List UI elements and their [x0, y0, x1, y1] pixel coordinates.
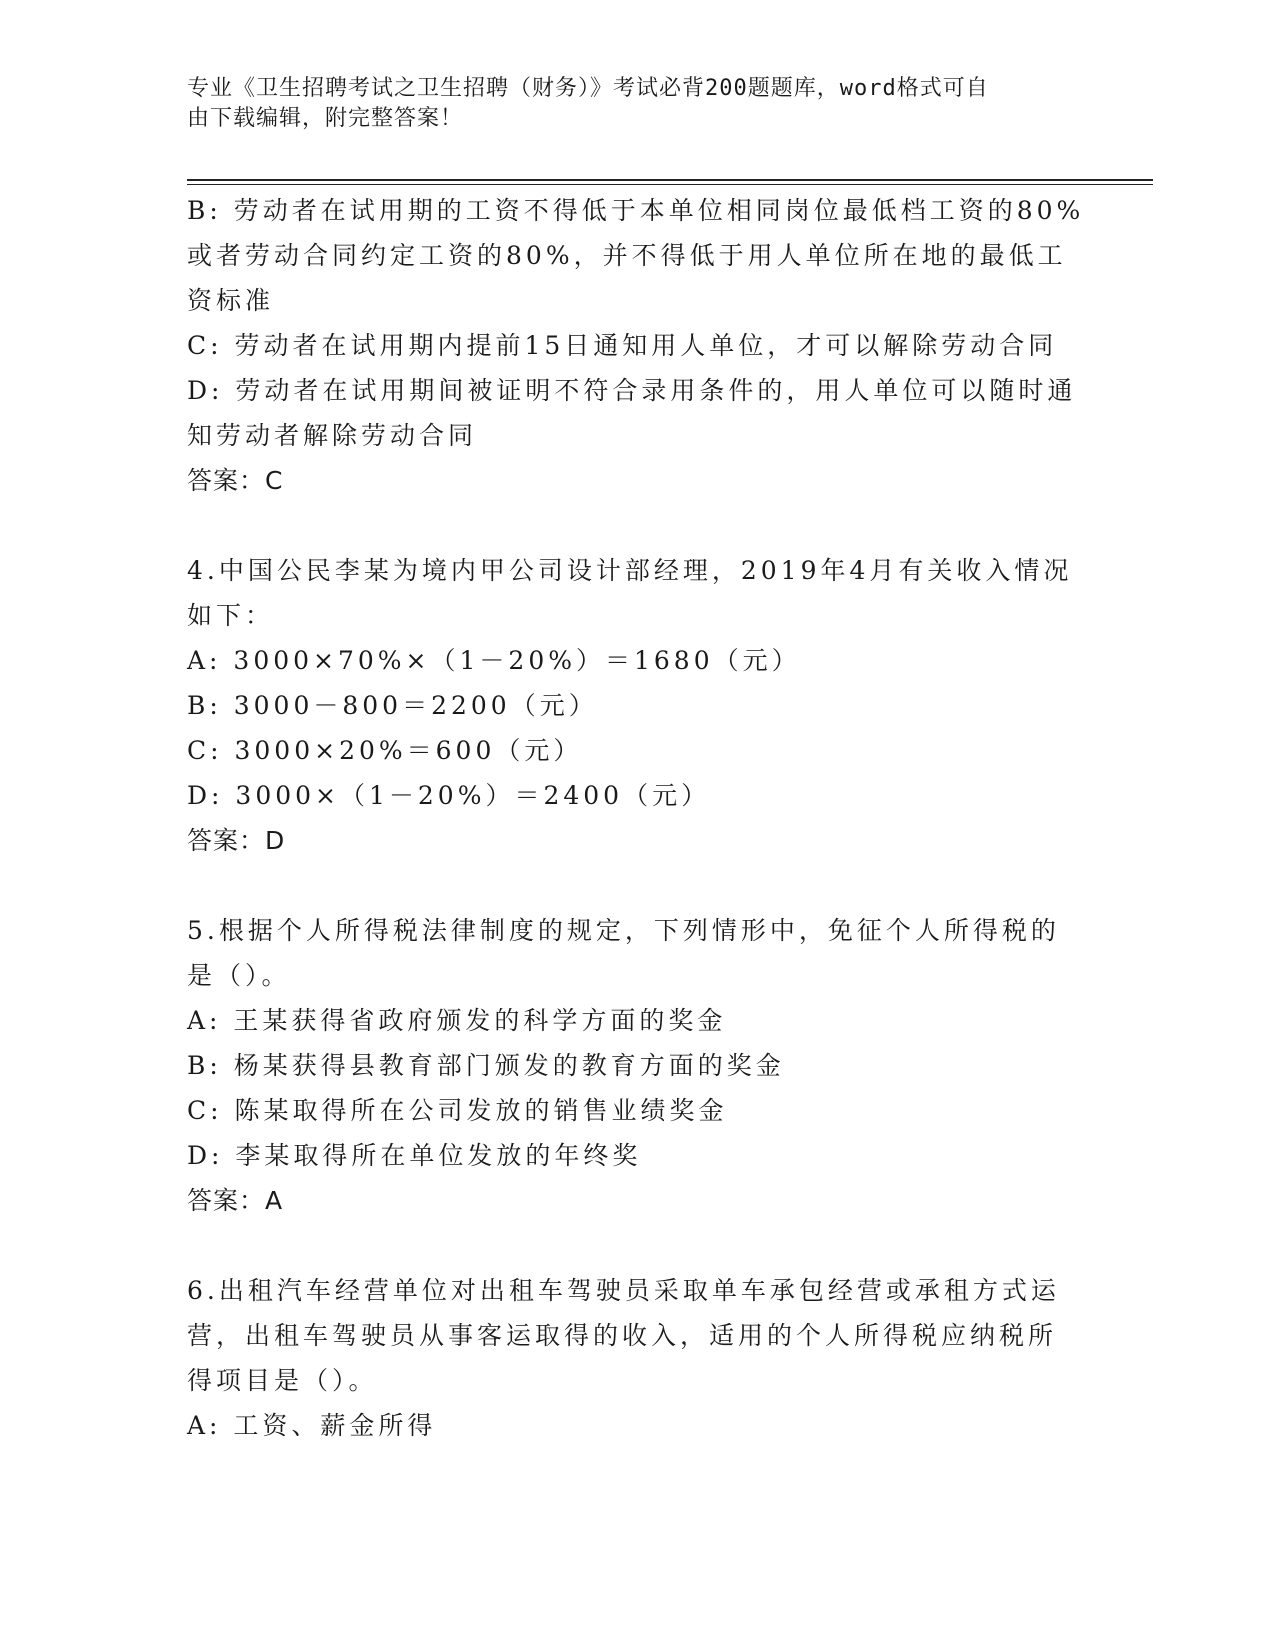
q4-stem-line-1: 4.中国公民李某为境内甲公司设计部经理，2019年4月有关收入情况 — [187, 556, 1073, 585]
q4-stem-line-2: 如下： — [187, 601, 275, 630]
q4-option-c: C: 3000×20%＝600（元） — [187, 736, 583, 765]
q5-stem-line-2: 是（）。 — [187, 961, 291, 990]
q6-stem-line-2: 营，出租车驾驶员从事客运取得的收入，适用的个人所得税应纳税所 — [187, 1321, 1058, 1350]
q3-option-d-line-2: 知劳动者解除劳动合同 — [187, 421, 478, 450]
question-3-continued — [187, 188, 1087, 503]
q3-option-b-line-1: B: 劳动者在试用期的工资不得低于本单位相同岗位最低档工资的80% — [187, 196, 1085, 225]
q5-option-b: B: 杨某获得县教育部门颁发的教育方面的奖金 — [187, 1051, 785, 1080]
q5-option-c: C: 陈某取得所在公司发放的销售业绩奖金 — [187, 1096, 728, 1125]
header-divider-thin — [187, 184, 1153, 185]
q3-answer: 答案：C — [187, 466, 284, 495]
q5-answer: 答案：A — [187, 1186, 284, 1215]
header-line-1: 专业《卫生招聘考试之卫生招聘（财务）》考试必背200题题库，word格式可自 — [187, 76, 989, 101]
q6-option-a: A: 工资、薪金所得 — [187, 1411, 437, 1440]
spacer — [187, 863, 1087, 908]
q4-answer: 答案：D — [187, 826, 286, 855]
q6-stem-line-1: 6.出租汽车经营单位对出租车驾驶员采取单车承包经营或承租方式运 — [187, 1276, 1060, 1305]
question-4 — [187, 548, 1087, 863]
spacer — [187, 1223, 1087, 1268]
q4-option-a: A: 3000×70%×（1－20%）＝1680（元） — [187, 646, 801, 675]
q4-option-b: B: 3000－800＝2200（元） — [187, 691, 598, 720]
question-5 — [187, 908, 1087, 1223]
header-line-2: 由下载编辑，附完整答案！ — [187, 106, 464, 131]
q3-option-d-line-1: D: 劳动者在试用期间被证明不符合录用条件的，用人单位可以随时通 — [187, 376, 1077, 405]
q3-option-b-line-3: 资标准 — [187, 286, 275, 315]
q5-stem-line-1: 5.根据个人所得税法律制度的规定，下列情形中，免征个人所得税的 — [187, 916, 1060, 945]
q3-option-c: C: 劳动者在试用期内提前15日通知用人单位，才可以解除劳动合同 — [187, 331, 1058, 360]
header-divider-thick — [187, 179, 1153, 181]
question-6 — [187, 1268, 1087, 1448]
q5-option-a: A: 王某获得省政府颁发的科学方面的奖金 — [187, 1006, 727, 1035]
document-header — [187, 74, 1087, 134]
spacer — [187, 503, 1087, 548]
q4-option-d: D: 3000×（1－20%）＝2400（元） — [187, 781, 711, 810]
q6-stem-line-3: 得项目是（）。 — [187, 1366, 378, 1395]
q3-option-b-line-2: 或者劳动合同约定工资的80%，并不得低于用人单位所在地的最低工 — [187, 241, 1067, 270]
document-body — [187, 188, 1087, 1448]
q5-option-d: D: 李某取得所在单位发放的年终奖 — [187, 1141, 642, 1170]
